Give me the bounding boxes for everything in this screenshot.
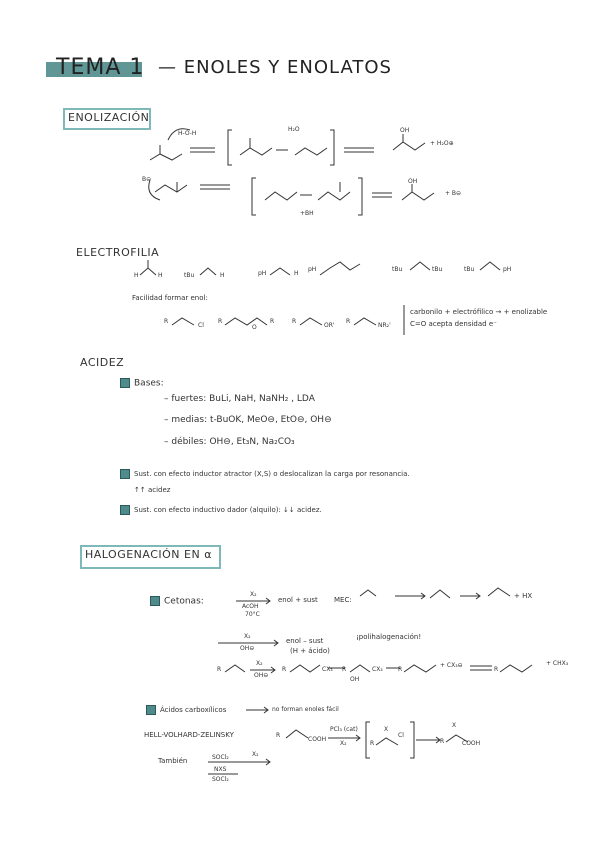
hvz-label: HELL-VOLHARD-ZELINSKY bbox=[144, 731, 234, 739]
bases-medias: – medias: t-BuOK, MeO⊖, EtO⊖, OH⊖ bbox=[164, 415, 332, 425]
base-oh-label: OH bbox=[408, 178, 418, 185]
acid-oh-label: OH bbox=[400, 127, 410, 134]
electrofilia-group-4: H bbox=[220, 272, 225, 279]
cetonas-label-text: Cetonas: bbox=[164, 596, 204, 607]
bases-label bbox=[120, 378, 164, 389]
hvz-r-3: R bbox=[440, 738, 445, 745]
bullet-square-icon bbox=[150, 596, 160, 606]
enol-group-4: O bbox=[252, 324, 257, 331]
tambien-nxs: NXS bbox=[214, 766, 227, 773]
mech-plus-chx3: + CHX₃ bbox=[546, 660, 569, 667]
acid-h3o-label: H-O-H bbox=[178, 130, 197, 137]
enol-group-5: R bbox=[270, 318, 275, 325]
electrofilia-group-7: pH bbox=[308, 266, 317, 273]
enol-group-3: R bbox=[218, 318, 223, 325]
electrofilia-group-5: pH bbox=[258, 270, 267, 277]
hvz-r-1: R bbox=[276, 732, 281, 739]
hvz-cl: Cl bbox=[398, 732, 404, 739]
mech-oh-label: OH bbox=[350, 676, 360, 683]
cond1-temp: 70°C bbox=[245, 611, 260, 618]
sust-atractor-acidez: ↑↑ acidez bbox=[134, 486, 171, 494]
acid-h2o-label: H₂O bbox=[288, 126, 300, 133]
acidos-label-text: Ácidos carboxílicos bbox=[160, 706, 227, 714]
mech-cx3-minus: + CX₃⊖ bbox=[440, 662, 463, 669]
electrofilia-note-2: C=O acepta densidad e⁻ bbox=[410, 320, 497, 328]
base-product-label: + B⊖ bbox=[445, 190, 462, 197]
enol-group-1: R bbox=[164, 318, 169, 325]
mech-oh: OH⊖ bbox=[254, 672, 269, 679]
mech-r-3: R bbox=[342, 666, 347, 673]
electrofilia-group-9: tBu bbox=[432, 266, 443, 273]
sust-dador bbox=[120, 505, 322, 515]
mec-label: MEC: bbox=[334, 596, 352, 604]
hvz-x-2: X bbox=[452, 722, 457, 729]
hvz-r-2: R bbox=[370, 740, 375, 747]
enol-ease-label: Facilidad formar enol: bbox=[132, 294, 208, 302]
bullet-square-icon bbox=[120, 505, 130, 515]
tambien-socl2-b: SOCl₂ bbox=[212, 776, 229, 783]
hvz-pcl3: PCl₃ (cat) bbox=[330, 726, 358, 733]
mech-cx3-1: CX₃ bbox=[322, 666, 333, 673]
cond1-bottom: AcOH bbox=[242, 603, 259, 610]
sust-atractor-text: Sust. con efecto inductor atractor (X,S) o deslocalizan la carga por resonancia. bbox=[134, 470, 410, 478]
enol-group-2: Cl bbox=[198, 322, 204, 329]
page-subtitle: — ENOLES Y ENOLATOS bbox=[158, 57, 392, 78]
base-bh-label: +BH bbox=[300, 210, 314, 217]
base-bminus-label: B⊖ bbox=[142, 176, 152, 183]
mech-r-1: R bbox=[217, 666, 222, 673]
hvz-cooh-2: COOH bbox=[462, 740, 481, 747]
tambien-socl2: SOCl₂ bbox=[212, 754, 229, 761]
no-enoles: no forman enoles fácil bbox=[272, 706, 339, 713]
bases-fuertes: – fuertes: BuLi, NaH, NaNH₂ , LDA bbox=[164, 394, 315, 404]
section-heading-halogenacion: HALOGENACIÓN EN α bbox=[85, 548, 212, 561]
mech-x2: X₂ bbox=[256, 660, 263, 667]
section-heading-acidez: ACIDEZ bbox=[80, 356, 125, 369]
bases-label-text: Bases: bbox=[134, 378, 164, 389]
cond2-bottom: OH⊖ bbox=[240, 645, 255, 652]
electrofilia-group-10: tBu bbox=[464, 266, 475, 273]
polihalogenacion: ¡polihalogenación! bbox=[356, 633, 422, 641]
plus-hx: + HX bbox=[514, 592, 533, 600]
mech-r-5: R bbox=[494, 666, 499, 673]
enol-sust: enol + sust bbox=[278, 596, 318, 604]
bullet-square-icon bbox=[146, 705, 156, 715]
electrofilia-group-3: tBu bbox=[184, 272, 195, 279]
cond1-top: X₂ bbox=[250, 591, 257, 598]
ketone-skeleton-1 bbox=[150, 154, 182, 160]
hvz-x2: X₂ bbox=[340, 740, 347, 747]
tambien-x2: X₂ bbox=[252, 751, 259, 758]
acid-product-label: + H₂O⊕ bbox=[430, 140, 454, 147]
cetonas-label bbox=[150, 596, 204, 607]
enol-group-6: R bbox=[292, 318, 297, 325]
electrofilia-group-1: H bbox=[134, 272, 139, 279]
mech-r-2: R bbox=[282, 666, 287, 673]
sust-atractor bbox=[120, 469, 410, 479]
tambien-label: También bbox=[158, 757, 188, 765]
enol-group-9: NR₂' bbox=[378, 322, 391, 329]
mech-cx3-2: CX₃ bbox=[372, 666, 383, 673]
bullet-square-icon bbox=[120, 378, 130, 388]
acidos-label bbox=[146, 705, 226, 715]
page-title: TEMA 1 bbox=[56, 55, 145, 80]
bullet-square-icon bbox=[120, 469, 130, 479]
mech-r-4: R bbox=[398, 666, 403, 673]
electrofilia-note-1: carbonilo + electrófilico → + enolizable bbox=[410, 308, 548, 316]
enol-minus-sust: enol – sust bbox=[286, 637, 324, 645]
section-heading-electrofilia: ELECTROFILIA bbox=[76, 246, 160, 259]
electrofilia-group-2: H bbox=[158, 272, 163, 279]
hvz-x-1: X bbox=[384, 726, 389, 733]
sust-dador-text: Sust. con efecto inductivo dador (alquilo): ↓↓ acidez. bbox=[134, 506, 322, 514]
electrofilia-group-6: H bbox=[294, 270, 299, 277]
electrofilia-group-8: tBu bbox=[392, 266, 403, 273]
bases-debiles: – débiles: OH⊖, Et₃N, Na₂CO₃ bbox=[164, 437, 295, 447]
section-heading-enolizacion: ENOLIZACIÓN bbox=[68, 111, 150, 124]
cond2-top: X₂ bbox=[244, 633, 251, 640]
hvz-cooh-1: COOH bbox=[308, 736, 327, 743]
enol-group-8: R bbox=[346, 318, 351, 325]
electrofilia-group-11: pH bbox=[503, 266, 512, 273]
enol-group-7: OR' bbox=[324, 322, 335, 329]
mas-acido: (H + ácido) bbox=[290, 647, 330, 655]
